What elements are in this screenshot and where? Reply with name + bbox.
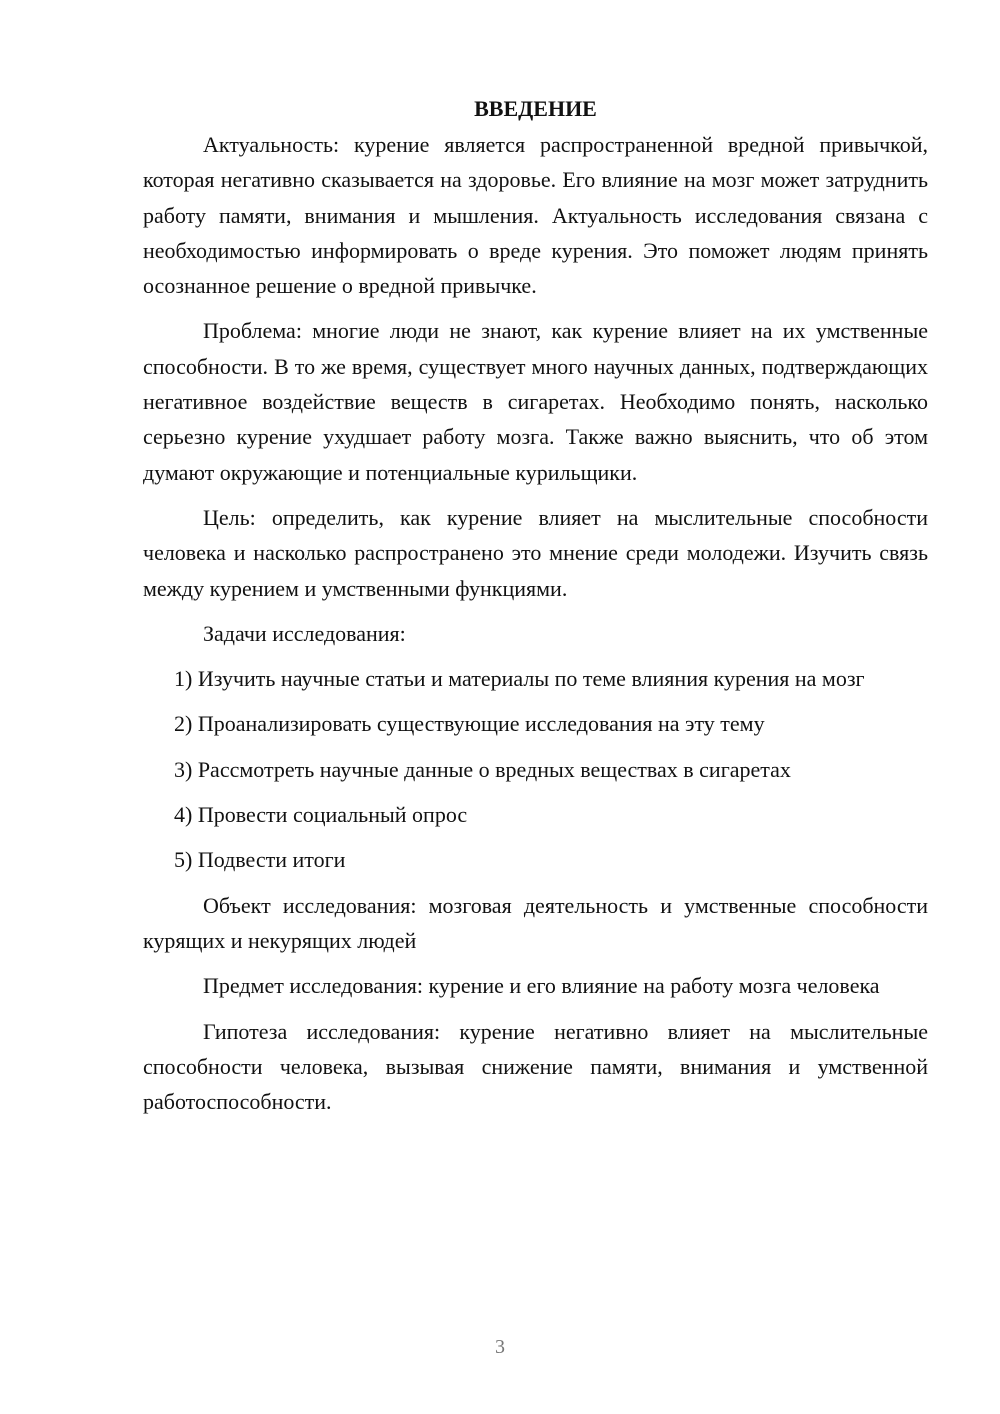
task-item: 1) Изучить научные статьи и материалы по теме влияния курения на мозг [174,666,865,692]
subject-paragraph: Предмет исследования: курение и его влияние на работу мозга человека [203,973,880,999]
goal-paragraph: Цель: определить, как курение влияет на мыслительные способности человека и насколько распространено это мнение среди молодежи. Изучить связь между курением и умственными функциями. [143,504,928,601]
problem-paragraph: Проблема: многие люди не знают, как курение влияет на их умственные способности. В то же время, существует много научных данных, подтверждающих негативное воздействие веществ в сигаретах. Необходимо понять, насколько серьезно курение ухудшает работу мозга. Также важно выяснить, что об этом думают окружающие и потенциальные курильщики. [143,318,928,485]
relevance-paragraph: Актуальность: курение является распространенной вредной привычкой, которая негативно сказывается на здоровье. Его влияние на мозг может затруднить работу памяти, внимания и мышления. Актуальность исследования связана с необходимостью информировать о вреде курения. Это поможет людям принять осознанное решение о вредной привычке. [143,132,928,299]
task-item: 3) Рассмотреть научные данные о вредных веществах в сигаретах [174,756,791,782]
task-item: 2) Проанализировать существующие исследования на эту тему [174,711,765,737]
tasks-heading: Задачи исследования: [203,620,406,646]
task-list [143,661,928,877]
hypothesis-paragraph: Гипотеза исследования: курение негативно влияет на мыслительные способности человека, вызывая снижение памяти, внимания и умственной работоспособности. [143,1018,928,1115]
task-item: 5) Подвести итоги [174,847,346,873]
document-page [143,92,928,1119]
page-number: 3 [495,1336,505,1358]
object-paragraph: Объект исследования: мозговая деятельность и умственные способности курящих и некурящих людей [143,892,928,953]
document-title: ВВЕДЕНИЕ [474,96,597,121]
task-item: 4) Провести социальный опрос [174,802,468,828]
